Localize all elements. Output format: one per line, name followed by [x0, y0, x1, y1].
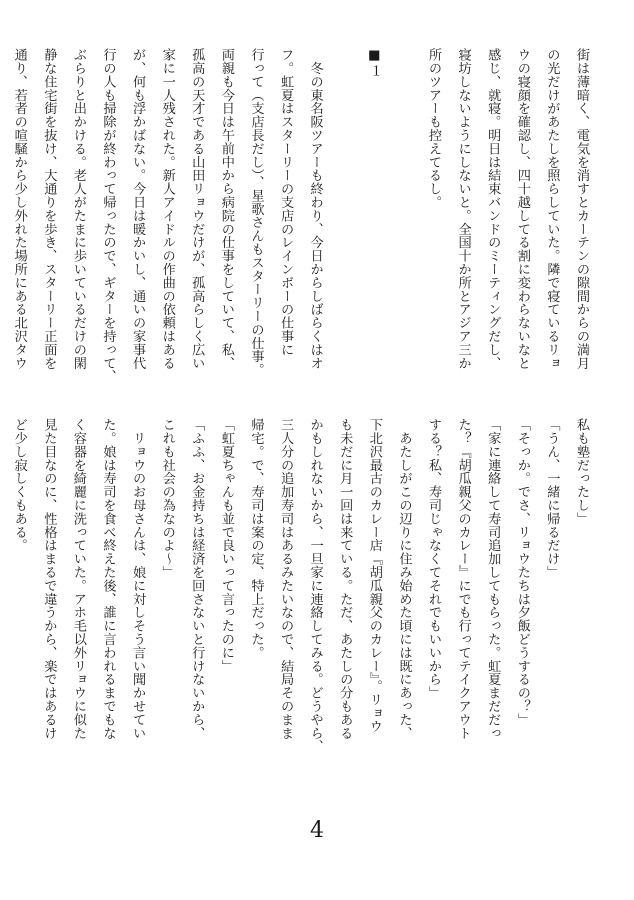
text-block-upper: [11, 48, 596, 388]
text-line: 行って（支店長だし）、星歌さんもスターリーの仕事。: [248, 48, 264, 377]
text-line: く容器を綺麗に洗っていた。アホ毛以外リョウに似た: [70, 418, 86, 740]
text-line: 「ふふ、お金持ちは経済を回さないと行けないから、: [189, 418, 205, 740]
text-line: 行の人も掃除が終わって帰ったので、ギターを持って、: [100, 48, 116, 383]
text-line: の光だけがあたしを照らしていた。隣で寝ているリョ: [544, 48, 560, 370]
section-heading: ■１: [366, 48, 382, 79]
text-line: 下北沢最古のカレー店『胡瓜親父のカレー』。リョウ: [366, 418, 382, 733]
text-line: 孤高の天才である山田リョウだけが、孤高らしく広い: [189, 48, 205, 370]
text-line: これも社会の為なのよ～」: [159, 418, 175, 579]
text-line: 静な住宅街を抜け、大通りを歩き、スターリー正面を: [41, 48, 57, 370]
text-line: 冬の東名阪ツアーも終わり、今日からしばらくはオ: [307, 48, 323, 370]
text-line: かもしれないから、一旦家に連絡してみる。どうやら、: [307, 418, 323, 753]
text-line: 「うん、一緒に帰るだけ」: [544, 418, 560, 579]
text-line: 帰宅。で、寿司は案の定、特上だった。: [248, 418, 264, 660]
text-line: ウの寝顔を確認し、四十越してる割に変わらないなと: [514, 48, 530, 370]
text-line: [389, 48, 419, 388]
text-line: [0, 48, 4, 388]
text-line: 両親も今日は午前中から病院の仕事をしていて、私、: [218, 48, 234, 370]
text-line: た。娘は寿司を食べ終えた後、誰に言われるまでもな: [100, 418, 116, 740]
text-line: 寝坊しないようにしないと。全国十か所とアジア三か: [455, 48, 471, 370]
text-line: が、何も浮かばない。今日は暖かいし、通いの家事代: [130, 48, 146, 370]
text-block-lower: [11, 418, 596, 763]
text-line: [330, 48, 360, 388]
text-line: 街は薄暗く、電気を消すとカーテンの隙間からの満月: [574, 48, 589, 370]
text-line: 所のツアーも控えてるし。: [426, 48, 442, 209]
text-line: 「家に連絡して寿司追加してもらった。虹夏まだだっ: [485, 418, 501, 740]
text-line: 私も塾だったし」: [574, 418, 589, 526]
text-line: 感じ、就寝。明日は結束バンドのミーティングだし、: [485, 48, 501, 370]
text-line: リョウのお母さんは、娘に対しそう言い聞かせてい: [130, 418, 146, 740]
text-line: 見た目なのに、性格はまるで違うから、楽ではあるけ: [41, 418, 57, 740]
text-line: ど少し寂しくもある。: [11, 418, 27, 552]
text-line: 「そっか。でさ、リョウたちは夕飯どうするの？」: [514, 418, 530, 727]
text-line: 通り、若者の喧騒から少し外れた場所にある北沢タウ: [11, 48, 27, 370]
text-line: フ。虹夏はスターリーの支店のレインボーの仕事に: [278, 48, 294, 357]
text-line: た？『胡瓜親父のカレー』にでも行ってテイクアウト: [455, 418, 471, 740]
text-line: も未だに月一回は来ている。ただ、あたしの分もある: [337, 418, 353, 740]
text-line: する？私、寿司じゃなくてそれでもいいから」: [426, 418, 442, 700]
text-line: 家に一人残された。新人アイドルの作曲の依頼はある: [159, 48, 175, 370]
text-line: あたしがこの辺りに住み始めた頃には既にあった、: [396, 418, 412, 740]
page-number: 4: [310, 818, 324, 843]
text-line: 「虹夏ちゃんも並で良いって言ったのに」: [218, 418, 234, 673]
text-line: ぶらりと出かける。老人がたまに歩いているだけの閑: [70, 48, 86, 370]
text-line: 三人分の追加寿司はあるみたいなので、結局そのまま: [278, 418, 294, 740]
